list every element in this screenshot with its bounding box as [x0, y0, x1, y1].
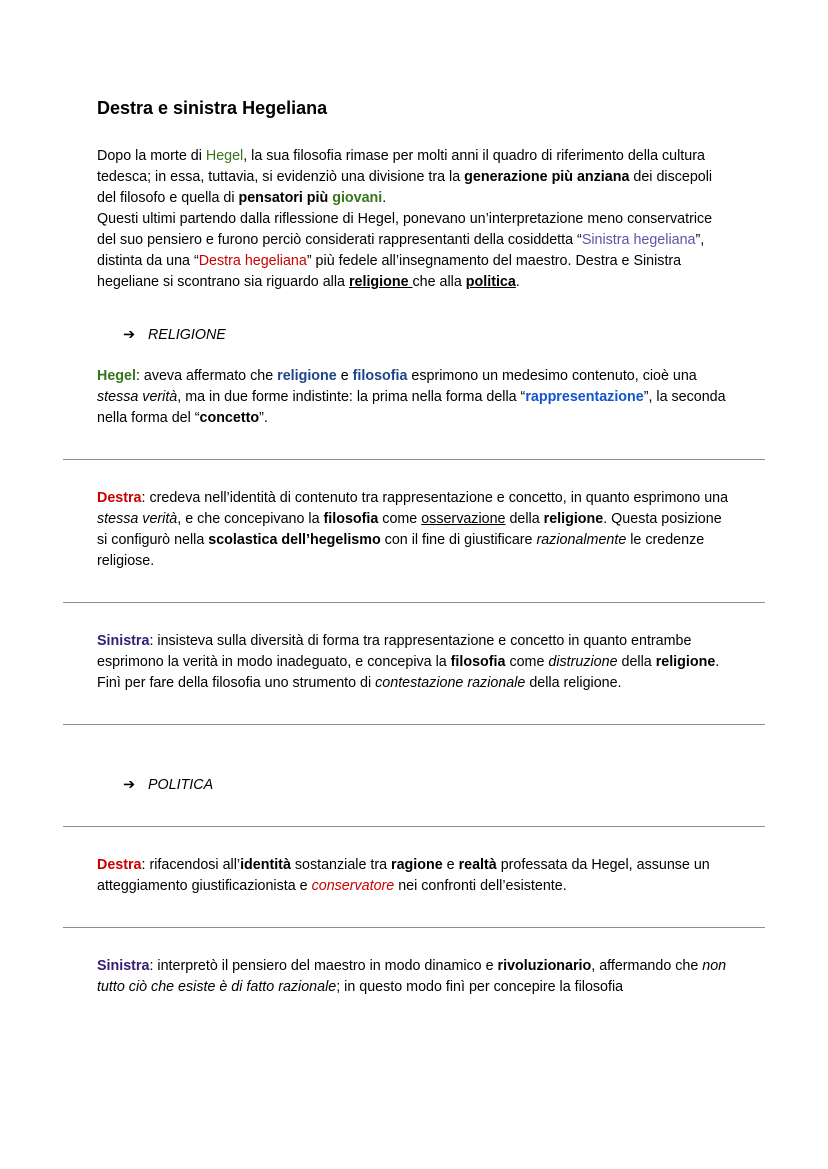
text-run: esprimono un medesimo contenuto, cioè una — [407, 368, 697, 384]
text-run: della — [617, 654, 656, 670]
text-run: Hegel — [97, 368, 136, 384]
text-run: come — [378, 511, 422, 527]
text-run: professata da Hegel, assunse un atteggiamento giustificazionista e — [97, 857, 710, 894]
text-run: le credenze religiose. — [97, 532, 705, 569]
sinistra-politica-paragraph — [97, 956, 730, 998]
sinistra-religione-paragraph — [97, 631, 730, 694]
text-run: . — [515, 274, 520, 290]
text-run: religione — [543, 511, 604, 527]
horizontal-divider — [63, 602, 765, 603]
text-run: generazione più anziana — [464, 169, 630, 185]
text-run: conservatore — [311, 878, 395, 894]
text-run: , affermando che — [591, 958, 703, 974]
text-run: giovani — [332, 190, 383, 206]
text-run: scolastica dell’hegelismo — [208, 532, 381, 548]
text-run: , ma in due forme indistinte: la prima nella forma della “ — [177, 389, 526, 405]
text-run: “ — [577, 232, 582, 248]
text-run: dei discepoli del filosofo e quella di — [97, 169, 713, 206]
text-run: ; in questo modo finì per concepire la filosofia — [336, 979, 624, 995]
arrow-bullet-icon: ➔ — [123, 327, 135, 343]
text-run: : interpretò il pensiero del maestro in modo dinamico e — [149, 958, 498, 974]
destra-politica-paragraph — [97, 855, 730, 897]
text-run: religione — [655, 654, 716, 670]
text-run: come — [505, 654, 549, 670]
text-run: , la sua filosofia rimase per molti anni il quadro di riferimento della cultura tedesca; in essa, tuttavia, si evidenziò una divisione tra la — [97, 148, 705, 185]
text-run: Destra — [97, 490, 142, 506]
section-label-religione: RELIGIONE — [147, 327, 226, 343]
text-run: stessa verità — [97, 389, 178, 405]
text-run: Destra — [97, 857, 142, 873]
text-run: identità — [240, 857, 291, 873]
text-run: . Finì per fare della filosofia uno strumento di — [97, 654, 720, 691]
text-run: ”, distinta da una “ — [97, 232, 705, 269]
text-run: e — [442, 857, 459, 873]
destra-religione-paragraph — [97, 488, 730, 572]
horizontal-divider — [63, 459, 765, 460]
text-run: ragione — [391, 857, 443, 873]
section-heading-politica — [97, 775, 730, 796]
text-run: Dopo la morte di — [97, 148, 206, 164]
text-run: ” più fedele all’insegnamento del maestro. Destra e Sinistra hegeliane si scontrano sia riguardo alla — [97, 253, 682, 290]
text-run: razionalmente — [536, 532, 627, 548]
text-run: realtà — [458, 857, 497, 873]
text-run: filosofia — [450, 654, 506, 670]
text-run: distruzione — [548, 654, 618, 670]
text-run: Questi ultimi partendo dalla riflessione di Hegel, ponevano un’interpretazione meno conservatrice del suo pensiero e furono perciò considerati rappresentanti della cosiddetta — [97, 211, 713, 248]
horizontal-divider — [63, 927, 765, 928]
text-run: concetto — [199, 410, 260, 426]
section-label-politica: POLITICA — [147, 777, 214, 793]
intro-paragraph-1 — [97, 146, 730, 209]
text-run: Destra hegeliana — [198, 253, 307, 269]
hegel-paragraph — [97, 366, 730, 429]
text-run: della — [505, 511, 544, 527]
text-run: : rifacendosi all’ — [141, 857, 241, 873]
text-run: osservazione — [421, 511, 506, 527]
text-run: : aveva affermato che — [135, 368, 278, 384]
text-run: : insisteva sulla diversità di forma tra rappresentazione e concetto in quanto entrambe esprimono la verità in modo inadeguato, e concepiva la — [97, 633, 692, 670]
text-run: che alla — [412, 274, 466, 290]
horizontal-divider — [63, 826, 765, 827]
text-run: con il fine di giustificare — [380, 532, 537, 548]
text-run: pensatori più — [238, 190, 333, 206]
text-run: religione — [277, 368, 337, 384]
text-run: non tutto ciò che esiste è di fatto razionale — [97, 958, 727, 995]
text-run: rappresentazione — [525, 389, 644, 405]
text-run: ”, la seconda nella forma del “ — [97, 389, 726, 426]
text-run: Hegel — [205, 148, 244, 164]
document-title: Destra e sinistra Hegeliana — [97, 98, 328, 118]
text-run: Sinistra — [97, 633, 150, 649]
text-run: stessa verità — [97, 511, 178, 527]
text-run: . Questa posizione si configurò nella — [97, 511, 722, 548]
text-run: religione — [348, 274, 413, 290]
section-heading-religione — [97, 325, 730, 346]
text-run: , e che concepivano la — [177, 511, 324, 527]
text-run: filosofia — [323, 511, 379, 527]
text-run: nei confronti dell’esistente. — [394, 878, 567, 894]
text-run: e — [336, 368, 353, 384]
text-run: contestazione razionale — [375, 675, 526, 691]
text-run: filosofia — [352, 368, 408, 384]
horizontal-divider — [63, 724, 765, 725]
text-run: politica — [465, 274, 516, 290]
text-run: . — [382, 190, 387, 206]
text-run: Sinistra — [97, 958, 150, 974]
text-run: : credeva nell’identità di contenuto tra rappresentazione e concetto, in quanto esprimono una — [141, 490, 729, 506]
text-run: Sinistra hegeliana — [581, 232, 696, 248]
text-run: sostanziale tra — [290, 857, 392, 873]
text-run: ”. — [259, 410, 268, 426]
arrow-bullet-icon: ➔ — [123, 777, 135, 793]
intro-paragraph-2 — [97, 209, 730, 293]
text-run: rivoluzionario — [497, 958, 592, 974]
text-run: della religione. — [525, 675, 622, 691]
